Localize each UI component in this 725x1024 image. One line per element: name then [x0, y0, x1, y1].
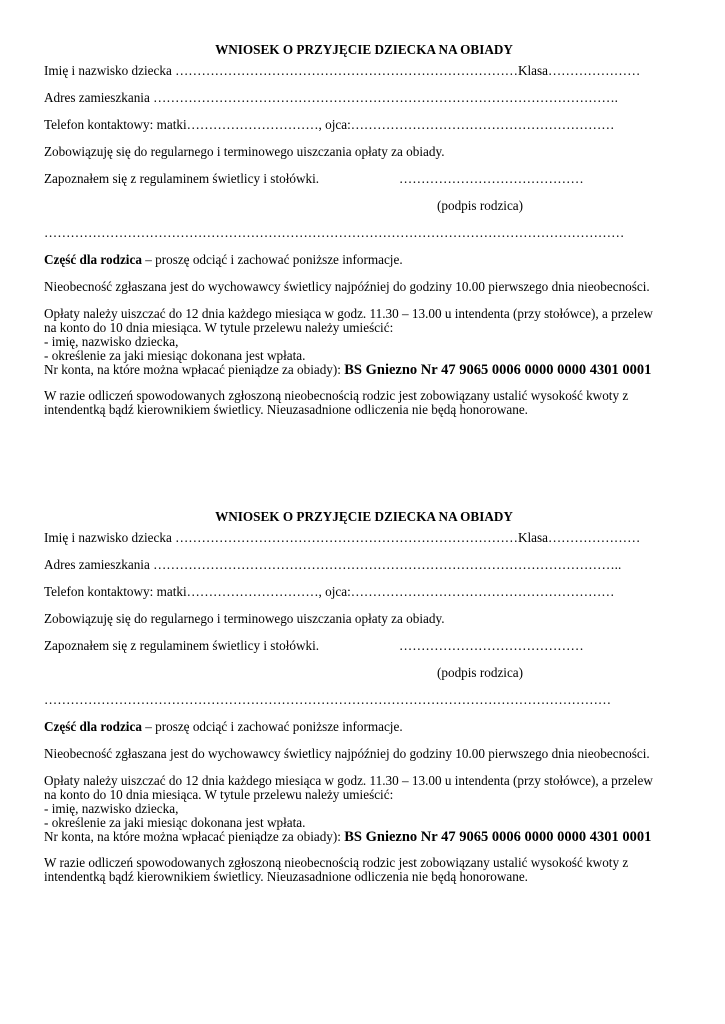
parent-part-rest: – proszę odciąć i zachować poniższe informacje. — [141, 719, 403, 734]
obligation-statement: Zobowiązuję się do regularnego i terminowego uiszczania opłaty za obiady. — [44, 611, 445, 626]
child-name-field-line: Imię i nazwisko dziecka ……………………………………………………………………Klasa………………… — [44, 63, 641, 78]
account-prefix: Nr konta, na które można wpłacać pieniądze za obiady): — [44, 362, 345, 377]
account-prefix: Nr konta, na które można wpłacać pieniądze za obiady): — [44, 829, 345, 844]
deduction-info — [44, 389, 684, 417]
phone-field-line: Telefon kontaktowy: matki…………………………, ojca:…………………………………………………… — [44, 584, 615, 599]
cut-line: …………………………………………………………………………………………………………………… — [44, 225, 625, 240]
absence-info: Nieobecność zgłaszana jest do wychowawcy świetlicy najpóźniej do godziny 10.00 pierwszego dnia nieobecności. — [44, 279, 650, 294]
regulations-statement: Zapoznałem się z regulaminem świetlicy i stołówki. — [44, 638, 320, 653]
payment-line: - określenie za jaki miesiąc dokonana jest wpłata. — [44, 348, 306, 363]
deduction-line: W razie odliczeń spowodowanych zgłoszoną nieobecnością rodzic jest zobowiązany ustalić wysokość kwoty z — [44, 388, 629, 403]
form-title: WNIOSEK O PRZYJĘCIE DZIECKA NA OBIADY — [215, 509, 513, 524]
payment-line: Opłaty należy uiszczać do 12 dnia każdego miesiąca w godz. 11.30 – 13.00 u intendenta (przy stołówce), a przelew — [44, 773, 653, 788]
payment-line: - imię, nazwisko dziecka, — [44, 801, 179, 816]
parent-part-bold: Część dla rodzica — [44, 719, 142, 734]
payment-line: Opłaty należy uiszczać do 12 dnia każdego miesiąca w godz. 11.30 – 13.00 u intendenta (przy stołówce), a przelew — [44, 306, 653, 321]
payment-line: - określenie za jaki miesiąc dokonana jest wpłata. — [44, 815, 306, 830]
payment-info — [44, 307, 684, 377]
form-title: WNIOSEK O PRZYJĘCIE DZIECKA NA OBIADY — [215, 42, 513, 57]
deduction-line: W razie odliczeń spowodowanych zgłoszoną nieobecnością rodzic jest zobowiązany ustalić wysokość kwoty z — [44, 855, 629, 870]
absence-info: Nieobecność zgłaszana jest do wychowawcy świetlicy najpóźniej do godziny 10.00 pierwszego dnia nieobecności. — [44, 746, 650, 761]
address-field-line: Adres zamieszkania …………………………………………………………………………………………….. — [44, 557, 622, 572]
parent-part-bold: Część dla rodzica — [44, 252, 142, 267]
payment-line: na konto do 10 dnia miesiąca. W tytule przelewu należy umieścić: — [44, 787, 394, 802]
regulations-row — [44, 172, 684, 186]
regulations-statement: Zapoznałem się z regulaminem świetlicy i stołówki. — [44, 171, 320, 186]
signature-line: …………………………………… — [399, 638, 584, 653]
parent-part-heading — [44, 720, 684, 734]
payment-line: na konto do 10 dnia miesiąca. W tytule przelewu należy umieścić: — [44, 320, 394, 335]
application-form-1 — [44, 43, 684, 430]
account-line — [44, 363, 684, 377]
deduction-line: intendentką bądź kierownikiem świetlicy. Nieuzasadnione odliczenia nie będą honorowane. — [44, 869, 528, 884]
account-number: BS Gniezno Nr 47 9065 0006 0000 0000 4301 0001 — [344, 829, 652, 845]
payment-line: - imię, nazwisko dziecka, — [44, 334, 179, 349]
address-field-line: Adres zamieszkania ……………………………………………………………………………………………. — [44, 90, 618, 105]
deduction-info — [44, 856, 684, 884]
signature-label: (podpis rodzica) — [437, 198, 524, 213]
signature-label: (podpis rodzica) — [437, 665, 524, 680]
deduction-line: intendentką bądź kierownikiem świetlicy. Nieuzasadnione odliczenia nie będą honorowane. — [44, 402, 528, 417]
parent-part-rest: – proszę odciąć i zachować poniższe informacje. — [141, 252, 403, 267]
child-name-field-line: Imię i nazwisko dziecka ……………………………………………………………………Klasa………………… — [44, 530, 641, 545]
signature-line: …………………………………… — [399, 171, 584, 186]
obligation-statement: Zobowiązuję się do regularnego i terminowego uiszczania opłaty za obiady. — [44, 144, 445, 159]
parent-part-heading — [44, 253, 684, 267]
account-number: BS Gniezno Nr 47 9065 0006 0000 0000 4301 0001 — [344, 362, 652, 378]
phone-field-line: Telefon kontaktowy: matki…………………………, ojca:…………………………………………………… — [44, 117, 615, 132]
cut-line: ………………………………………………………………………………………………………………… — [44, 692, 612, 707]
account-line — [44, 830, 684, 844]
regulations-row — [44, 639, 684, 653]
application-form-2 — [44, 510, 684, 897]
payment-info — [44, 774, 684, 844]
